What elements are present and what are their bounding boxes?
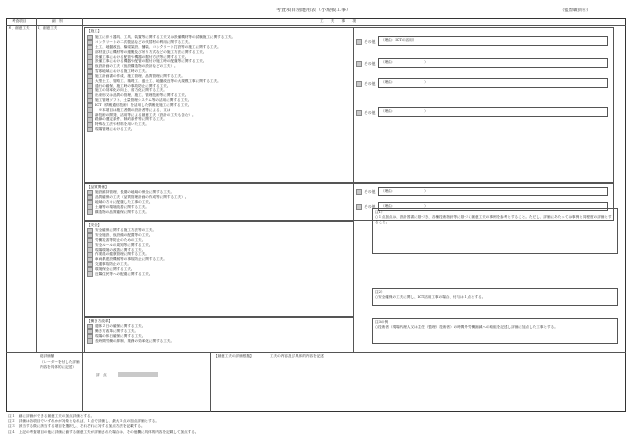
reason-field[interactable]: （理由： ） (378, 78, 608, 88)
other-checkbox[interactable] (356, 39, 362, 45)
criteria-row (87, 210, 351, 215)
col-head-item: 考査項目 (12, 19, 27, 23)
subcategory-label: Ⅰ．創意工夫 (38, 26, 58, 30)
points-label: 評 点 (96, 373, 107, 377)
criteria-text: 通行の確保、施工時の事故防止に関する工夫。 (95, 83, 171, 88)
reason-field[interactable]: （理由： ） (378, 187, 608, 196)
criteria-text: 現場環境の改善に関する工夫。 (95, 247, 146, 252)
note3-title: 注3の例 (375, 320, 389, 324)
criteria-text: 作業員の健康管理に関する工夫。 (95, 252, 149, 257)
criteria-text: ※本項目は施工者側の設計者等による、又は (95, 107, 171, 112)
note1-title: 注1） (375, 210, 385, 214)
criteria-text: 設備工事における機器や配管の据付け施工時の配慮等に関する工夫。 (95, 59, 207, 64)
eval-label: 総評価額 (40, 354, 55, 358)
footnote: 注４ 上記の考査項目の他に評価に値する創意工夫が評価された場合は、その他欄に具体的内容を記載して加点する。 (8, 429, 199, 434)
col-head-content: 工 夫 事 項 (320, 19, 356, 23)
criteria-text: 地域の方々に配慮した工事の工夫。 (95, 199, 153, 204)
footnote: 注１ 細に評価ができる創意工夫の加点評価とする。 (8, 414, 95, 418)
eval-detail-title: 【創意工夫の評価根拠】 (214, 354, 254, 358)
other-label: その他 (364, 204, 376, 209)
reason-field[interactable]: （理由： ） (378, 202, 608, 211)
criteria-text: 近隣住民等への配慮に関する工夫。 (95, 271, 153, 276)
criteria-text: 施設維持管理、長期の地域の保全に関する工夫。 (95, 190, 175, 195)
other-checkbox[interactable] (356, 81, 362, 87)
note2-box (372, 288, 618, 306)
footnote: 注３ 該当する微に該当する項目を選択し、それぞれに対する加点方法を記載する。 (8, 424, 145, 429)
eval-desc: （レーダーを付した評価内容を具体的に記述） (40, 360, 80, 369)
criteria-row (87, 272, 351, 277)
criteria-text: 現場の休日確保に関する工夫。 (95, 333, 146, 338)
reason-field[interactable]: （理由：ICTの活用） (378, 36, 608, 46)
criteria-text: 土工、地盤改良、橋梁架設、舗装、コンクリート打設等の施工に関する工夫。 (95, 44, 221, 49)
note2-text: ○安全確保の工夫に関し、ICT活用工事の場合、付与は１点とする。 (375, 295, 486, 300)
construction-title: 【施工】 (87, 29, 102, 33)
col-head-detail: 細 別 (52, 19, 63, 23)
note1-text: ○１点加点は、設計図書に基づき、各種技術指針等に基づく創意工夫の事例を参考とすること。ただし、評価にあたっては事例と同程度の評価とすること。 (375, 215, 612, 224)
note3-text: ○技術者（現場代理人又は主任（監理）技術者）の時間外労働縮減への取組を記述し評価に加点した工事とする。 (375, 325, 558, 330)
criteria-text: 施工の効率化の向上、省力化に関する工夫。 (95, 88, 167, 93)
criteria-text: 安全施設、仮設備の配置等の工夫。 (95, 232, 153, 237)
criteria-text: 環境保全に関する工夫。 (95, 266, 135, 271)
construction-section (84, 27, 354, 183)
criteria-text: 構造物の品質確保に関する工夫。 (95, 209, 149, 214)
other-label: その他 (364, 39, 376, 44)
criteria-text: 部材並びに機材等の運搬及び吊り方式などの施工方法に関する工夫。 (95, 49, 207, 54)
criteria-text: 特殊な工法や材料を用いた工夫。 (95, 122, 149, 127)
safety-title: 【安全】 (87, 223, 102, 227)
criteria-text: 交通事故防止の工夫。 (95, 262, 131, 267)
other-checkbox[interactable] (356, 204, 362, 210)
criteria-text: ICT（情報通信技術）を活用した情報化施工に関する工夫。 (95, 102, 192, 107)
criteria-text: 施工に伴う器具、工具、装置等に関する工夫又は設備機材等の試験施工に関する工夫。 (95, 35, 236, 40)
other-checkbox[interactable] (356, 61, 362, 67)
criteria-text: 安全ルールの周知等に関する工夫。 (95, 242, 153, 247)
reason-field[interactable]: （理由： ） (378, 107, 608, 117)
quality-title: 【品質関係】 (87, 185, 109, 189)
criteria-text: 労働災害等防止のための工夫。 (95, 237, 146, 242)
criteria-row (87, 127, 351, 132)
criteria-text: 雪寒地域における施工時の工夫。 (95, 69, 149, 74)
other-label: その他 (364, 189, 376, 194)
criteria-text: 大型土工、管路工、築堤工、盛土工、地盤改良等の大規模工事に関する工夫。 (95, 78, 221, 83)
document-title: 考査項目別運用表（小規模工事） (276, 8, 352, 13)
criteria-text: 働き方改革に関する工夫。 (95, 328, 139, 333)
criteria-checkbox[interactable] (87, 338, 93, 344)
points-field[interactable] (118, 372, 158, 377)
workstyle-section (84, 317, 354, 353)
criteria-checkbox[interactable] (87, 127, 93, 133)
footnote: 注２ 評価は各項目でいずれかが対象となれば、１点で評価し、最大５点の加点評価とする。 (8, 419, 159, 424)
note2-title: 注2） (375, 290, 385, 294)
category-label: ８．創意工夫 (8, 26, 30, 30)
criteria-text: 出来形又は品質の管理、施工、管理技術等に関する工夫。 (95, 93, 189, 98)
workstyle-title: 【働き方改革】 (87, 319, 113, 323)
criteria-text: 車両系建設機械等の事故防止に関する工夫。 (95, 257, 167, 262)
criteria-checkbox[interactable] (87, 209, 93, 215)
other-label: その他 (364, 61, 376, 66)
criteria-text: 長時間労働の抑制、業務の効率化に関する工夫。 (95, 338, 175, 343)
safety-section (84, 221, 354, 317)
criteria-text: 仮設計画の工夫（仮設構造物の設計などの工夫）。 (95, 64, 178, 69)
other-checkbox[interactable] (356, 189, 362, 195)
footnotes (8, 414, 198, 435)
criteria-text: 土壌等の環境改善に関する工夫。 (95, 204, 149, 209)
criteria-text: 品質確保の工夫（品質管理計画の作成等に関する工夫）。 (95, 194, 189, 199)
other-label: その他 (364, 81, 376, 86)
criteria-text: 設備工事における配管や機器の据付方法等に関する工夫。 (95, 54, 189, 59)
note3-box (372, 318, 618, 344)
quality-section (84, 183, 354, 221)
criteria-text: 路線の選定条件、制約条件等に関する工夫。 (95, 117, 167, 122)
criteria-text: 現場管理における工夫。 (95, 127, 135, 132)
other-checkbox[interactable] (356, 110, 362, 116)
construction-notes (354, 27, 614, 183)
criteria-text: 施工管理ソフト、土量管理システム等の活用に関する工夫。 (95, 98, 192, 103)
note1-box (372, 208, 618, 254)
document-ref: （監督職員⑥） (560, 8, 591, 13)
criteria-checkbox[interactable] (87, 271, 93, 277)
eval-detail: 工夫の内容及び具体的内容を記述 (270, 354, 324, 358)
criteria-text: コンクリートの二次製品などの代替材の利用に関する工夫。 (95, 39, 192, 44)
criteria-row (87, 339, 351, 344)
other-label: その他 (364, 110, 376, 115)
reason-field[interactable]: （理由： ） (378, 58, 608, 68)
criteria-text: 新技術の開発、活用等による創意工夫（設計の工夫も含む）。 (95, 112, 196, 117)
criteria-text: 施工計画書の作成、施工管理、品質管理に関する工夫。 (95, 73, 185, 78)
criteria-text: 安全確保に関する施工方法等の工夫。 (95, 228, 157, 233)
criteria-text: 週休２日の確保に関する工夫。 (95, 324, 146, 329)
